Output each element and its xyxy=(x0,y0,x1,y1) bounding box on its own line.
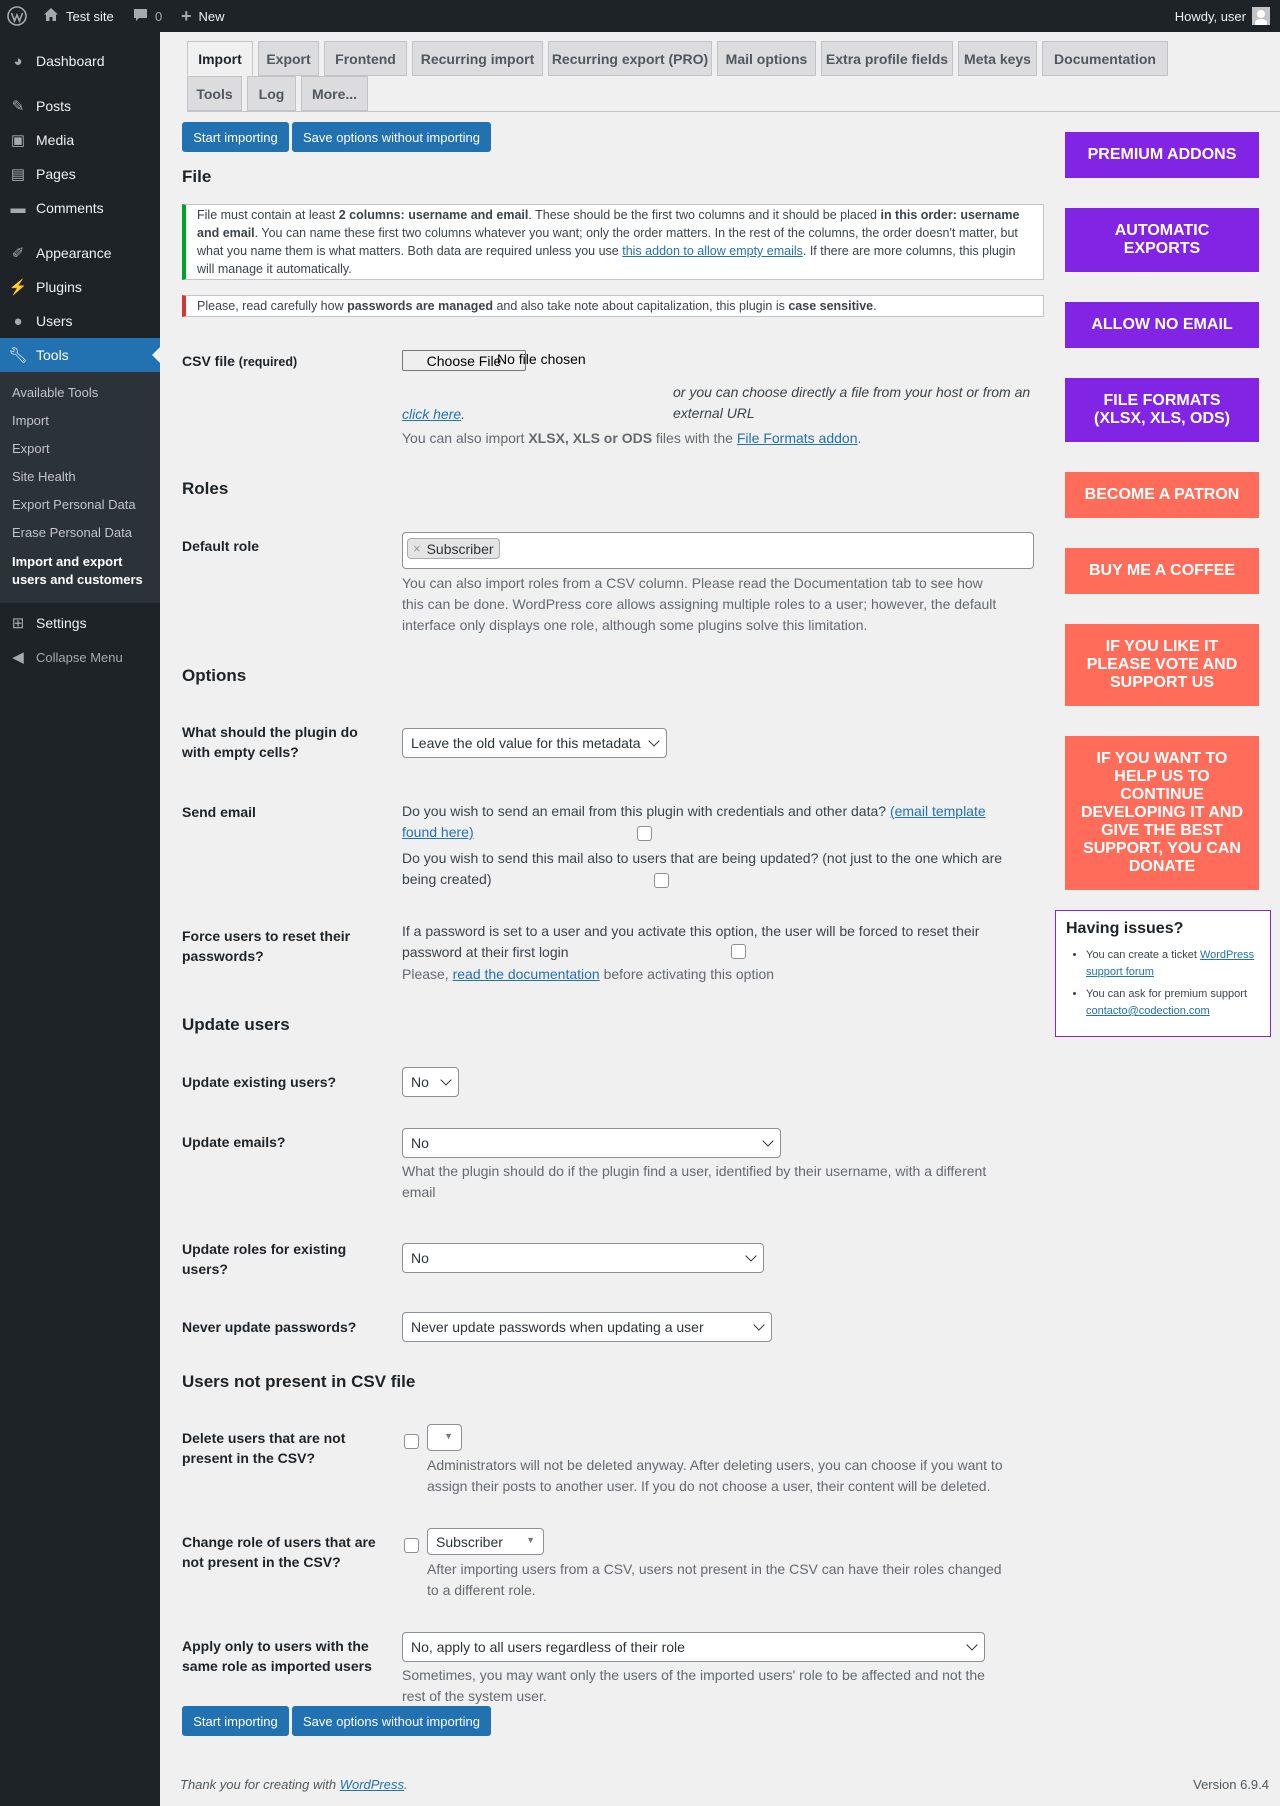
tab-recurring-import[interactable]: Recurring import xyxy=(412,41,543,76)
apply-only-label: Apply only to users with the same role as imported users xyxy=(182,1638,372,1674)
admin-bar xyxy=(0,0,1280,32)
start-importing-button[interactable]: Start importing xyxy=(182,122,289,152)
footer-version: Version 6.9.4 xyxy=(1193,1777,1269,1792)
user-icon: ● xyxy=(13,312,23,330)
buy-me-a-coffee-banner[interactable]: BUY ME A COFFEE xyxy=(1065,548,1259,594)
choose-file-button[interactable]: Choose File xyxy=(402,350,526,371)
roles-desc: You can also import roles from a CSV column. Please read the Documentation tab to see how this can be done. WordPress core allows assigning multiple roles to a user; however, the default interface only displays one role, although some plugins solve this limitation. xyxy=(402,575,997,633)
support-email-link[interactable]: contacto@codection.com xyxy=(1086,1005,1210,1017)
settings-icon: ⊞ xyxy=(11,615,25,632)
change-role-label: Change role of users that are not present in the CSV? xyxy=(182,1534,376,1570)
tab-log[interactable]: Log xyxy=(247,76,296,111)
file-notice: File must contain at least 2 columns: username and email. These should be the first two columns and it should be placed in this order: username and email. You can name these first two columns whatever you want; only the order matters. In the rest of the columns, the order doesn't matter, but what you name them is what matters. Both data are required unless you use this addon to allow empty emails. If there are more columns, this plugin will manage it automatically. xyxy=(182,204,1044,280)
sidebar-item-users[interactable]: ● Users xyxy=(0,304,160,338)
tools-submenu xyxy=(0,372,160,603)
empty-cells-select[interactable]: Leave the old value for this metadata xyxy=(402,728,667,758)
never-update-passwords-select[interactable]: Never update passwords when updating a user xyxy=(402,1312,772,1342)
new-label: New xyxy=(198,8,225,24)
chevron-down-icon xyxy=(762,1135,773,1146)
file-formats-banner[interactable]: FILE FORMATS (XLSX, XLS, ODS) xyxy=(1065,378,1259,442)
automatic-exports-banner[interactable]: AUTOMATIC EXPORTS xyxy=(1065,208,1259,272)
options-heading: Options xyxy=(182,666,247,685)
apply-only-desc: Sometimes, you may want only the users of the imported users' role to be affected and not the rest of the system user. xyxy=(402,1667,985,1704)
sidebar-item-posts[interactable]: ✎ Posts xyxy=(0,89,160,123)
send-email-text: Do you wish to send an email from this plugin with credentials and other data? (email template found here) xyxy=(402,803,986,840)
wrench-icon: 🔧︎ xyxy=(8,347,28,364)
chevron-down-icon xyxy=(966,1639,977,1650)
sidebar-item-tools[interactable]: 🔧︎ Tools xyxy=(0,338,160,372)
or-choose-text-end: click here. xyxy=(402,406,466,422)
tab-extra-profile-fields[interactable]: Extra profile fields xyxy=(821,41,953,76)
submenu-export-personal-data[interactable]: Export Personal Data xyxy=(12,497,136,512)
sidebar-item-dashboard[interactable]: ◕ Dashboard xyxy=(0,44,160,78)
never-update-passwords-label: Never update passwords? xyxy=(182,1319,357,1335)
default-role-select[interactable] xyxy=(402,532,1034,569)
save-options-button-bottom[interactable]: Save options without importing xyxy=(292,1706,491,1736)
brush-icon: ✐ xyxy=(11,245,25,262)
tab-import[interactable]: Import xyxy=(187,41,253,76)
default-role-label: Default role xyxy=(182,538,260,554)
premium-addons-banner[interactable]: PREMIUM ADDONS xyxy=(1065,132,1259,178)
role-tag: × Subscriber xyxy=(407,538,500,559)
sidebar-item-comments[interactable]: ▬ Comments xyxy=(0,191,160,225)
footer-thanks: Thank you for creating with WordPress. xyxy=(180,1777,408,1792)
submenu-erase-personal-data[interactable]: Erase Personal Data xyxy=(12,525,132,540)
chevron-down-icon xyxy=(745,1250,756,1261)
donate-banner[interactable]: IF YOU WANT TO HELP US TO CONTINUE DEVELOPING IT AND GIVE THE BEST SUPPORT, YOU CAN DONATE xyxy=(1065,736,1259,890)
delete-users-checkbox[interactable] xyxy=(404,1434,419,1449)
howdy-text: Howdy, user xyxy=(1174,8,1246,24)
plus-icon: + xyxy=(181,5,192,26)
issue-item-premium: • You can ask for premium support contacto@codection.com xyxy=(1086,986,1260,1020)
media-icon: ▣ xyxy=(10,132,26,149)
change-role-select[interactable]: Subscriber ▼ xyxy=(427,1528,544,1555)
update-emails-label: Update emails? xyxy=(182,1134,286,1150)
update-users-heading: Update users xyxy=(182,1015,290,1034)
sidebar-item-plugins[interactable]: ⚡ Plugins xyxy=(0,270,160,304)
dashboard-icon: ◕ xyxy=(13,52,23,70)
roles-heading: Roles xyxy=(182,479,229,498)
file-heading: File xyxy=(182,167,212,186)
update-emails-select[interactable]: No xyxy=(402,1128,781,1158)
or-choose-text: or you can choose directly a file from your host or from an external URL xyxy=(673,384,1031,421)
apply-only-select[interactable]: No, apply to all users regardless of their role xyxy=(402,1632,985,1662)
wordpress-logo-icon[interactable] xyxy=(7,0,27,32)
empty-cells-label: What should the plugin do with empty cells? xyxy=(182,724,358,760)
email-template-link[interactable]: (email template found here) xyxy=(402,803,986,840)
home-icon xyxy=(43,7,59,25)
tab-tools[interactable]: Tools xyxy=(187,76,242,111)
chevron-down-icon xyxy=(753,1319,764,1330)
allow-empty-emails-link[interactable]: this addon to allow empty emails xyxy=(622,244,803,258)
force-reset-text: If a password is set to a user and you activate this option, the user will be forced to reset their password at their first login xyxy=(402,923,980,960)
no-file-chosen: No file chosen xyxy=(497,351,586,367)
having-issues-title: Having issues? xyxy=(1066,920,1184,937)
delete-users-label: Delete users that are not present in the CSV? xyxy=(182,1430,346,1466)
avatar xyxy=(1252,7,1270,25)
comment-bubble-icon xyxy=(133,8,148,25)
change-role-checkbox[interactable] xyxy=(404,1538,419,1553)
update-roles-select[interactable]: No xyxy=(402,1243,764,1273)
force-reset-label: Force users to reset their passwords? xyxy=(182,928,351,964)
tab-meta-keys[interactable]: Meta keys xyxy=(958,41,1037,76)
submenu-import-export-users[interactable]: Import and export users and customers xyxy=(12,554,143,587)
allow-no-email-banner[interactable]: ALLOW NO EMAIL xyxy=(1065,302,1259,348)
assign-user-select[interactable] xyxy=(427,1424,462,1451)
tab-documentation[interactable]: Documentation xyxy=(1042,41,1168,76)
pin-icon: ✎ xyxy=(11,98,25,115)
send-email-updated-checkbox[interactable] xyxy=(654,873,669,888)
file-formats-desc: You can also import XLSX, XLS or ODS files with the File Formats addon. xyxy=(402,430,862,446)
click-here-link[interactable]: click here xyxy=(402,406,462,422)
plug-icon: ⚡ xyxy=(8,279,28,296)
update-roles-label: Update roles for existing users? xyxy=(182,1241,347,1277)
sidebar-item-settings[interactable]: ⊞ Settings xyxy=(0,606,160,640)
send-email-updated-text: Do you wish to send this mail also to users that are being updated? (not just to the one which are being created) xyxy=(402,850,1003,887)
update-existing-select[interactable]: No xyxy=(402,1067,459,1097)
having-issues-box xyxy=(1055,910,1271,1037)
chevron-down-icon xyxy=(648,735,659,746)
tab-export[interactable]: Export xyxy=(258,41,319,76)
become-a-patron-banner[interactable]: BECOME A PATRON xyxy=(1065,472,1259,518)
read-documentation-link[interactable]: read the documentation xyxy=(452,966,600,982)
chevron-down-icon: ▼ xyxy=(444,1431,453,1441)
file-formats-addon-link[interactable]: File Formats addon xyxy=(736,430,858,446)
tab-divider xyxy=(187,111,1280,112)
tab-frontend[interactable]: Frontend xyxy=(324,41,407,76)
support-forum-link[interactable]: WordPress support forum xyxy=(1086,949,1255,978)
admin-sidebar xyxy=(0,32,160,1806)
submenu-site-health[interactable]: Site Health xyxy=(12,469,76,484)
tab-more[interactable]: More... xyxy=(301,76,368,111)
password-notice: Please, read carefully how passwords are managed and also take note about capitalization, this plugin is case sensitive. xyxy=(182,295,1044,317)
new-content-link[interactable] xyxy=(181,0,225,32)
change-role-desc: After importing users from a CSV, users not present in the CSV can have their roles changed to a different role. xyxy=(427,1561,1002,1598)
wordpress-link[interactable]: WordPress xyxy=(339,1777,404,1792)
comments-icon: ▬ xyxy=(10,199,26,217)
delete-users-desc: Administrators will not be deleted anyway. After deleting users, you can choose if you want to assign their posts to another user. If you do not choose a user, their content will be deleted. xyxy=(427,1457,1003,1494)
force-reset-checkbox[interactable] xyxy=(731,944,746,959)
chevron-down-icon xyxy=(440,1074,451,1085)
users-not-present-heading: Users not present in CSV file xyxy=(182,1372,416,1391)
comments-count: 0 xyxy=(155,8,163,24)
send-email-checkbox[interactable] xyxy=(637,826,652,841)
sidebar-item-pages[interactable]: ▤ Pages xyxy=(0,157,160,191)
issue-item-forum: • You can create a ticket WordPress support forum xyxy=(1086,947,1260,981)
submenu-available-tools[interactable]: Available Tools xyxy=(12,385,99,400)
collapse-arrow-icon: ◀ xyxy=(12,649,24,666)
submenu-import[interactable]: Import xyxy=(12,413,49,428)
force-reset-desc: Please, read the documentation before activating this option xyxy=(402,966,775,982)
send-email-label: Send email xyxy=(182,804,256,820)
tab-recurring-export[interactable]: Recurring export (PRO) xyxy=(548,41,712,76)
collapse-menu-button[interactable]: ◀ Collapse Menu xyxy=(0,640,160,674)
account-menu[interactable] xyxy=(1175,0,1270,32)
save-options-button[interactable]: Save options without importing xyxy=(292,122,491,152)
submenu-export[interactable]: Export xyxy=(12,441,50,456)
comments-link[interactable] xyxy=(133,0,162,32)
start-importing-button-bottom[interactable]: Start importing xyxy=(182,1706,289,1736)
update-emails-desc: What the plugin should do if the plugin find a user, identified by their username, with a different email xyxy=(402,1163,987,1200)
sidebar-item-appearance[interactable]: ✐ Appearance xyxy=(0,236,160,270)
site-name-link[interactable] xyxy=(43,0,114,32)
sidebar-item-media[interactable]: ▣ Media xyxy=(0,123,160,157)
update-existing-label: Update existing users? xyxy=(182,1074,337,1090)
site-name: Test site xyxy=(66,8,114,24)
pages-icon: ▤ xyxy=(10,166,26,183)
vote-support-banner[interactable]: IF YOU LIKE IT PLEASE VOTE AND SUPPORT US xyxy=(1065,624,1259,706)
chevron-down-icon: ▼ xyxy=(526,1535,535,1545)
csv-file-label: CSV file (required) xyxy=(182,353,298,369)
remove-tag-icon[interactable]: × xyxy=(413,541,421,556)
tab-mail-options[interactable]: Mail options xyxy=(717,41,816,76)
